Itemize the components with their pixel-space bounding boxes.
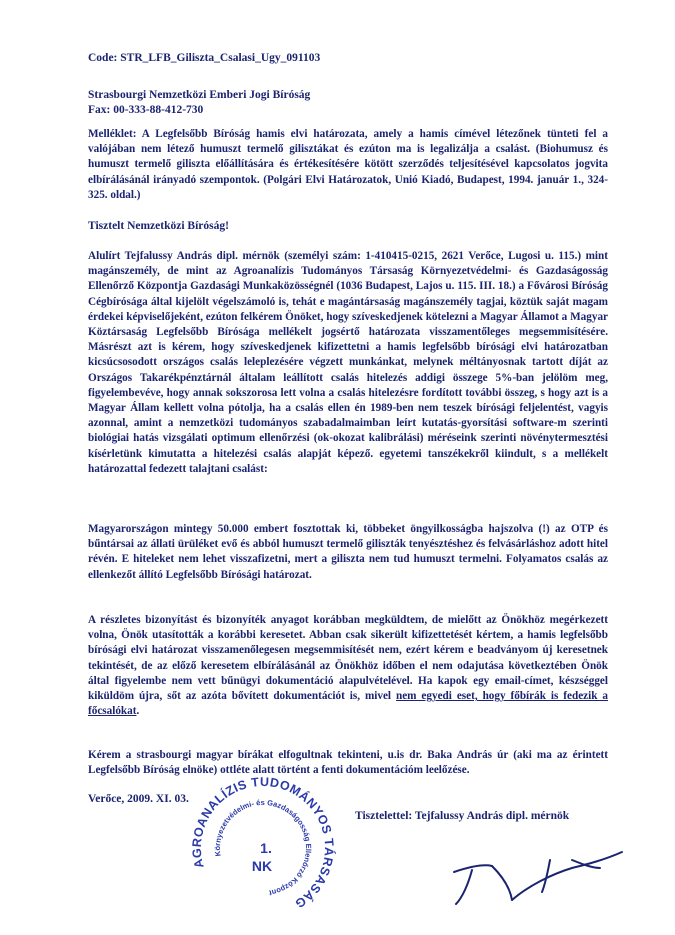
underlined-statement: nem egyedi eset, hogy főbírák is fedezik a főcsalókat: [88, 690, 608, 718]
stamp-inner-text: Környezetvédelmi- és Gazdaságosság Ellenőrző Központ: [212, 797, 314, 898]
stamp-outer-text: AGROANALÍZIS TUDOMÁNYOS TÁRSASÁG: [189, 774, 337, 912]
attachment-paragraph: Melléklet: A Legfelsőbb Bíróság hamis elvi határozata, amely a hamis címével létezőnek tünteti fel a valójában nem létező humuszt termelő gilisztákat és ezúton ma is legalizálja a csalást. (Biohumusz és humuszt termelő giliszta előállítására és értékesítésére kötött szerződés teljesítésével kapcsolatos jogvita elbírálásánál irányadó szempontok. (Polgári Elvi Határozatok, Unió Kiadó, Budapest, 1994. január 1., 324-325. oldal.): [88, 128, 608, 201]
greeting: Tisztelt Nemzetközi Bíróság!: [88, 220, 229, 232]
court-name: Strasbourgi Nemzetközi Emberi Jogi Bíróság: [88, 89, 311, 101]
stamp-number: 1.: [260, 840, 272, 856]
body-paragraph-3: [88, 613, 608, 719]
body-paragraph-4: Kérem a strasbourgi magyar bírákat elfogultnak tekinteni, u.is dr. Baka András úr (aki ma az érintett Legfelsőbb Bíróság elnöke) ottléte alatt történt a fenti dokumentációm leelőzése.: [88, 749, 608, 777]
body-paragraph-2: Magyarországon mintegy 50.000 embert fosztottak ki, többeket öngyilkosságba hajszolva (!) az OTP és bűntársai az állati ürüléket evő és abból humuszt termelő giliszták tenyésztéshez és felvásárláshoz adott hitel révén. E hiteleket nem lehet visszafizetni, mert a giliszta nem tud humuszt termelni. Folyamatos csalás az ellenkezőt állító Legfelsőbb Bírósági határozat.: [88, 523, 608, 581]
date-line: Verőce, 2009. XI. 03.: [88, 793, 189, 805]
organization-stamp: [188, 773, 338, 923]
fax-number: Fax: 00-333-88-412-730: [88, 104, 204, 116]
document-code: Code: STR_LFB_Giliszta_Csalasi_Ugy_091103: [88, 52, 321, 64]
body-paragraph-3-text: A részletes bizonyítást és bizonyíték anyagot korábban megküldtem, de mielőtt az Önökhöz megérkezett volna, Önök utasították a korábbi keresetet. Abban csak sikerült kifizettetését kértem, a hamis legfelsőbb bírósági elvi határozat visszamenőlegesen megsemmisítését nem, ezért kérem e beadványom új keresetnek tekintését, de az előző keresetem elbírálásánál az Önökhöz időben el nem odajutása következtében Önök által figyelembe nem vett bűnügyi dokumentáció alapulvételével. Ha kapok egy email-címet, készséggel kiküldöm újra, sőt az azóta bővített dokumentációt is, mivel: [88, 614, 608, 703]
handwritten-signature: [432, 830, 632, 910]
closing-signature-line: Tisztelettel: Tejfalussy András dipl. mérnök: [355, 810, 570, 822]
stamp-code: NK: [251, 858, 273, 874]
body-paragraph-1: Alulírt Tejfalussy András dipl. mérnök (személyi szám: 1-410415-0215, 2621 Verőce, Lugosi u. 115.) mint magánszemély, de mint az Agroanalízis Tudományos Társaság Környezetvédelmi- és Gazdaságosság Ellenőrző Központja Gazdasági Munkaközösségnél (1036 Budapest, Lajos u. 115. III. 18.) a Fővárosi Bíróság Cégbírósága által kijelölt végelszámoló is, tehát e magántársaság magánszemély tagjai, köztük saját magam érdekei képviselőjeként, ezúton felkérem Önöket, hogy szíveskedjenek kötelezni a Magyar Államot a Magyar Köztársaság Legfelsőbb Bírósága mellékelt jogsértő határozata visszamentőleges megsemmisítésére. Másrészt azt is kérem, hogy szíveskedjenek kifizettetni a hamis legfelsőbb bírósági elvi határozatban kicsúcsosodott országos csalás leleplezésére végzett munkánkat, melynek méltányosnak tartott díját az Országos Takarékpénztárnál általam leállított csalás hitelezés addigi összege 5%-ban jelölöm meg, figyelembevéve, hogy annak sokszorosa lett volna a csalás hitelezésre fordított további összeg, s hogy azt is a Magyar Állam kellett volna pótolja, ha a csalás ellen én 1989-ben nem teszek bírósági feljelentést, vagyis azonnal, amint a nemzetközi tudományos szabadalmaimban leírt kutatás-gyorsítási software-m szerinti biológiai hatás vizsgálati optimum ellenőrzési (ok-okozat kalibrálási) méréseink szerinti növénytermesztési kísérletünk kimutatta a hitelezési csalás alapját képező. egyetemi tanszékekről kiindult, s a mellékelt határozattal fedezett talajtani csalást:: [88, 250, 608, 475]
recipient-block: [88, 88, 608, 118]
body-paragraph-3-end: .: [136, 705, 140, 718]
